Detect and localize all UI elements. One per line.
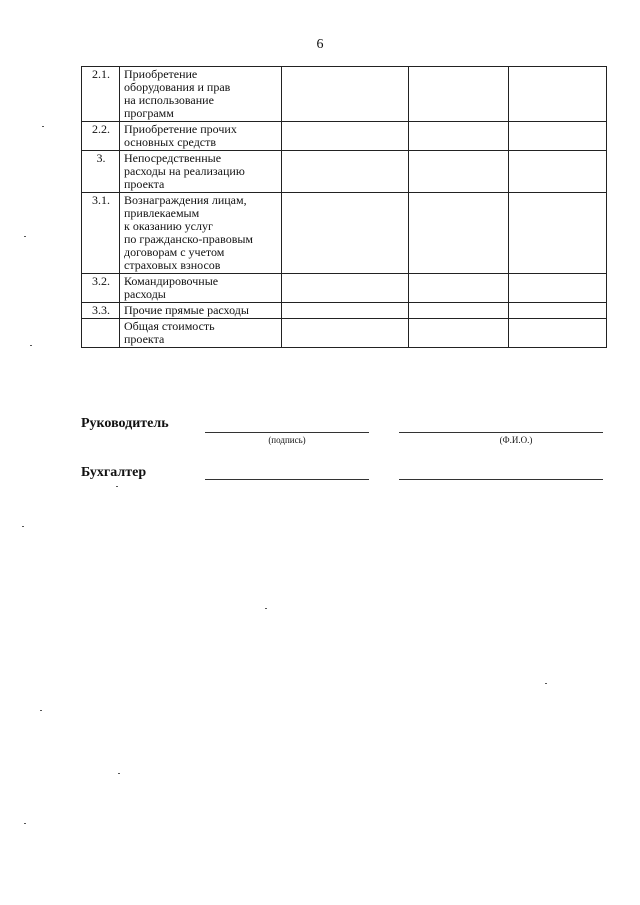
empty-value-cell[interactable] (509, 303, 607, 319)
table-row (82, 193, 607, 274)
empty-value-cell[interactable] (282, 303, 409, 319)
empty-value-cell[interactable] (509, 122, 607, 151)
row-number: 3.2. (82, 274, 120, 303)
head-name-line[interactable] (399, 432, 603, 433)
table-row (82, 303, 607, 319)
empty-value-cell[interactable] (509, 151, 607, 193)
empty-value-cell[interactable] (409, 151, 509, 193)
row-number: 2.1. (82, 67, 120, 122)
row-item-name: Прочие прямые расходы (120, 303, 282, 319)
table-row (82, 319, 607, 348)
empty-value-cell[interactable] (282, 67, 409, 122)
budget-table (81, 66, 607, 348)
signature-hint: (подпись) (268, 435, 306, 445)
row-number (82, 319, 120, 348)
empty-value-cell[interactable] (509, 274, 607, 303)
row-item-name: Непосредственные расходы на реализацию проекта (120, 151, 282, 193)
scan-speck (24, 823, 26, 824)
row-item-name: Общая стоимость проекта (120, 319, 282, 348)
accountant-name-line[interactable] (399, 479, 603, 480)
accountant-signature-line[interactable] (205, 479, 369, 480)
row-item-name: Приобретение прочих основных средств (120, 122, 282, 151)
scan-speck (24, 236, 26, 237)
row-item-name: Вознаграждения лицам, привлекаемым к оказанию услуг по гражданско-правовым договорам с учетом страховых взносов (120, 193, 282, 274)
scan-speck (22, 526, 24, 527)
empty-value-cell[interactable] (409, 303, 509, 319)
row-number: 3.1. (82, 193, 120, 274)
row-item-name: Командировочные расходы (120, 274, 282, 303)
scan-speck (42, 126, 44, 127)
empty-value-cell[interactable] (509, 193, 607, 274)
scan-speck (545, 683, 547, 684)
empty-value-cell[interactable] (409, 319, 509, 348)
empty-value-cell[interactable] (282, 151, 409, 193)
empty-value-cell[interactable] (509, 319, 607, 348)
empty-value-cell[interactable] (282, 274, 409, 303)
scan-speck (40, 710, 42, 711)
row-number: 3.3. (82, 303, 120, 319)
empty-value-cell[interactable] (409, 67, 509, 122)
empty-value-cell[interactable] (409, 274, 509, 303)
accountant-label: Бухгалтер (81, 465, 147, 480)
head-label: Руководитель (81, 416, 169, 431)
name-hint: (Ф.И.О.) (499, 435, 533, 445)
scan-speck (265, 608, 267, 609)
scan-speck (30, 345, 32, 346)
empty-value-cell[interactable] (409, 193, 509, 274)
page-number: 6 (316, 37, 324, 52)
empty-value-cell[interactable] (282, 319, 409, 348)
head-signature-line[interactable] (205, 432, 369, 433)
empty-value-cell[interactable] (282, 193, 409, 274)
table-row (82, 151, 607, 193)
table-row (82, 67, 607, 122)
row-number: 3. (82, 151, 120, 193)
scan-speck (116, 486, 118, 487)
empty-value-cell[interactable] (409, 122, 509, 151)
table-row (82, 122, 607, 151)
row-number: 2.2. (82, 122, 120, 151)
table-row (82, 274, 607, 303)
row-item-name: Приобретение оборудования и прав на использование программ (120, 67, 282, 122)
empty-value-cell[interactable] (282, 122, 409, 151)
scan-speck (118, 773, 120, 774)
empty-value-cell[interactable] (509, 67, 607, 122)
